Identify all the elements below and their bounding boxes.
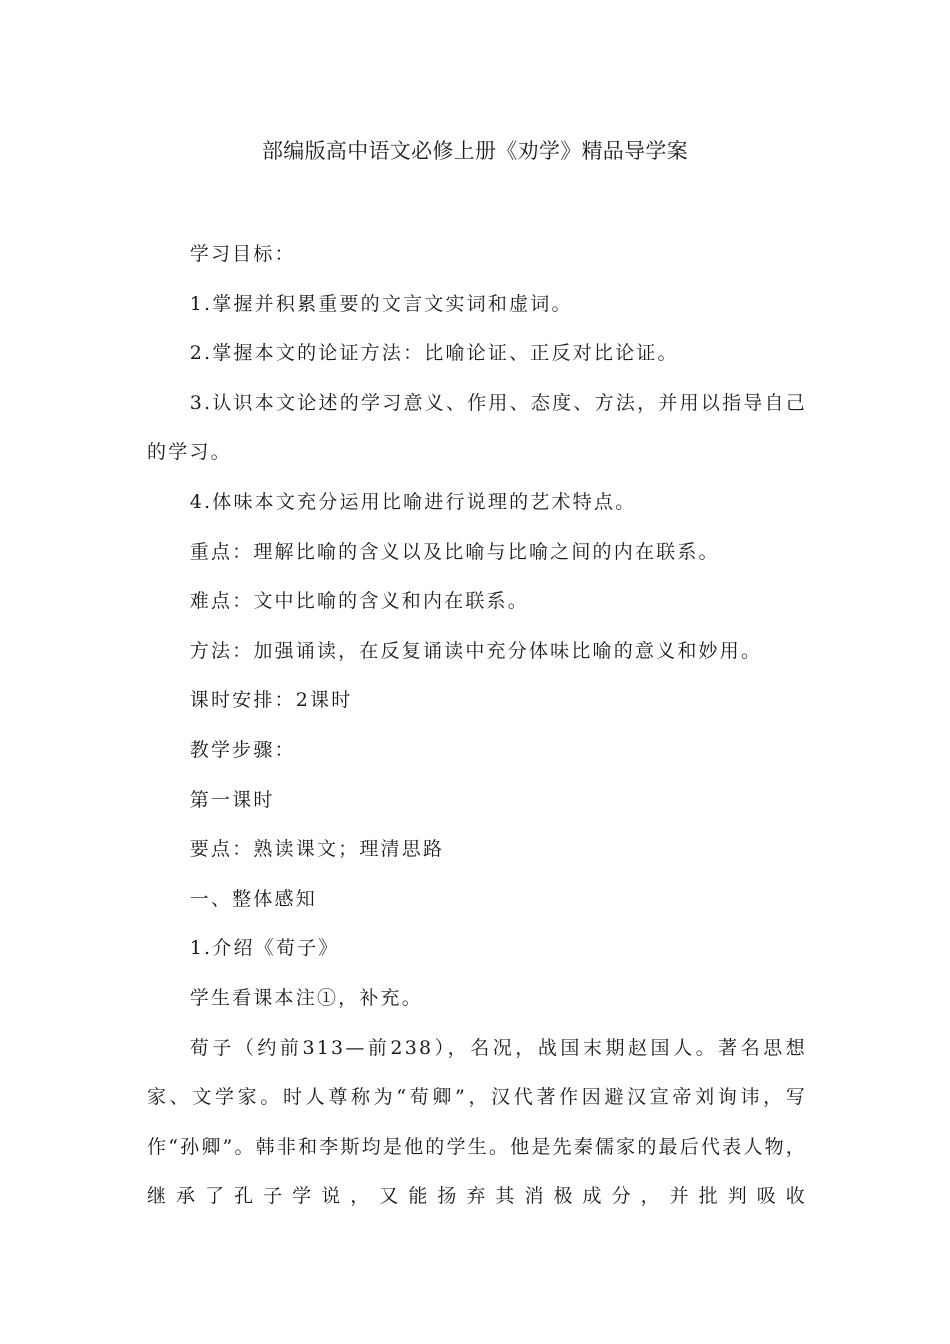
paragraph-section-overview: 一、整体感知: [189, 887, 317, 910]
document-title: 部编版高中语文必修上册《劝学》精品导学案: [262, 139, 688, 163]
paragraph-goal-4: 4.体味本文充分运用比喻进行说理的艺术特点。: [189, 490, 637, 513]
paragraph-key-point: 重点：理解比喻的含义以及比喻与比喻之间的内在联系。: [189, 540, 720, 563]
paragraph-xunzi-bio: 荀子（约前313—前238），名况，战国末期赵国人。著名思想家、文学家。时人尊称为“荀卿”，汉代著作因避汉宣帝刘询讳，写作“孙卿”。韩非和李斯均是他的学生。他是先秦儒家的最后代表人物，继承了孔子学说，又能扬弃其消极成分，并批判吸收: [147, 1036, 807, 1208]
paragraph-method: 方法：加强诵读，在反复诵读中充分体味比喻的意义和妙用。: [189, 639, 763, 662]
paragraph-difficulty: 难点：文中比喻的含义和内在联系。: [189, 590, 529, 613]
paragraph-teaching-steps: 教学步骤：: [189, 738, 296, 761]
paragraph-goal-2: 2.掌握本文的论证方法：比喻论证、正反对比论证。: [189, 342, 679, 365]
paragraph-schedule: 课时安排：2课时: [189, 689, 353, 712]
paragraph-goal-1: 1.掌握并积累重要的文言文实词和虚词。: [189, 292, 573, 315]
paragraph-goal-3: 3.认识本文论述的学习意义、作用、态度、方法，并用以指导自己的学习。: [147, 391, 807, 464]
paragraph-first-lesson: 第一课时: [189, 788, 275, 811]
paragraph-student-note: 学生看课本注①，补充。: [189, 986, 423, 1009]
paragraph-learning-goals-heading: 学习目标：: [189, 243, 296, 265]
paragraph-lesson-focus: 要点：熟读课文；理清思路: [189, 838, 445, 861]
paragraph-intro-xunzi: 1.介绍《荀子》: [189, 937, 340, 960]
document-body: [147, 230, 807, 1222]
